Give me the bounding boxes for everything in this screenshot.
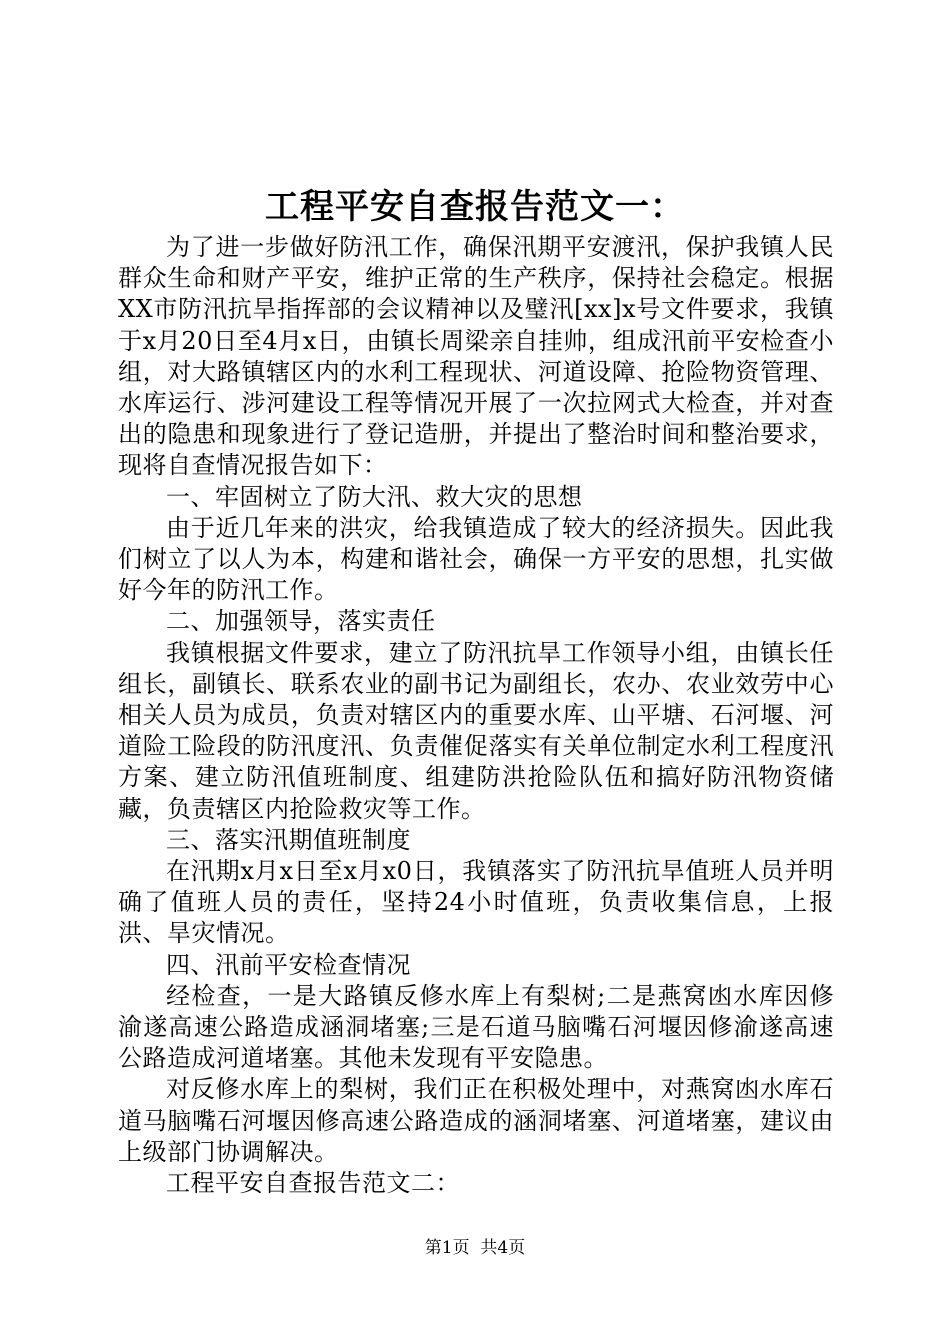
- document-title: 工程平安自查报告范文一：: [265, 187, 685, 227]
- paragraph-section-4: 经检查，一是大路镇反修水库上有梨树;二是燕窝凼水库因修渝遂高速公路造成涵洞堵塞;三是石道马脑嘴石河堰因修渝遂高速公路造成河道堵塞。其他未发现有平安隐患。: [118, 981, 834, 1073]
- section-heading-3: 三、落实汛期值班制度: [166, 825, 411, 854]
- paragraph-intro: 为了进一步做好防汛工作，确保汛期平安渡汛，保护我镇人民群众生命和财产平安，维护正常的生产秩序，保持社会稳定。根据XX市防汛抗旱指挥部的会议精神以及璧汛[xx]x号文件要求，我镇于x月20日至4月x日，由镇长周梁亲自挂帅，组成汛前平安检查小组，对大路镇辖区内的水利工程现状、河道设障、抢险物资管理、水库运行、涉河建设工程等情况开展了一次拉网式大检查，并对查出的隐患和现象进行了登记造册，并提出了整治时间和整治要求，现将自查情况报告如下：: [118, 233, 834, 480]
- section-heading-2: 二、加强领导，落实责任: [166, 607, 436, 636]
- paragraph-section-4-followup: 对反修水库上的梨树，我们正在积极处理中，对燕窝凼水库石道马脑嘴石河堰因修高速公路造成的涵洞堵塞、河道堵塞，建议由上级部门协调解决。: [118, 1075, 834, 1166]
- section-heading-4: 四、汛前平安检查情况: [166, 950, 411, 979]
- page-footer: 第1页 共4页: [424, 1238, 526, 1258]
- section-heading-1: 一、牢固树立了防大汛、救大灾的思想: [166, 482, 583, 511]
- subtitle-example-2: 工程平安自查报告范文二：: [166, 1169, 460, 1198]
- paragraph-section-2: 我镇根据文件要求，建立了防汛抗旱工作领导小组，由镇长任组长，副镇长、联系农业的副书记为副组长，农办、农业效劳中心相关人员为成员，负责对辖区内的重要水库、山平塘、石河堰、河道险工险段的防汛度汛、负责催促落实有关单位制定水利工程度汛方案、建立防汛值班制度、组建防洪抢险队伍和搞好防汛物资储藏，负责辖区内抢险救灾等工作。: [118, 638, 834, 823]
- paragraph-section-3: 在汛期x月x日至x月x0日，我镇落实了防汛抗旱值班人员并明确了值班人员的责任，坚持24小时值班，负责收集信息，上报洪、旱灾情况。: [118, 857, 834, 948]
- document-body: [118, 232, 834, 1199]
- paragraph-section-1: 由于近几年来的洪灾，给我镇造成了较大的经济损失。因此我们树立了以人为本，构建和谐社会，确保一方平安的思想，扎实做好今年的防汛工作。: [118, 513, 834, 605]
